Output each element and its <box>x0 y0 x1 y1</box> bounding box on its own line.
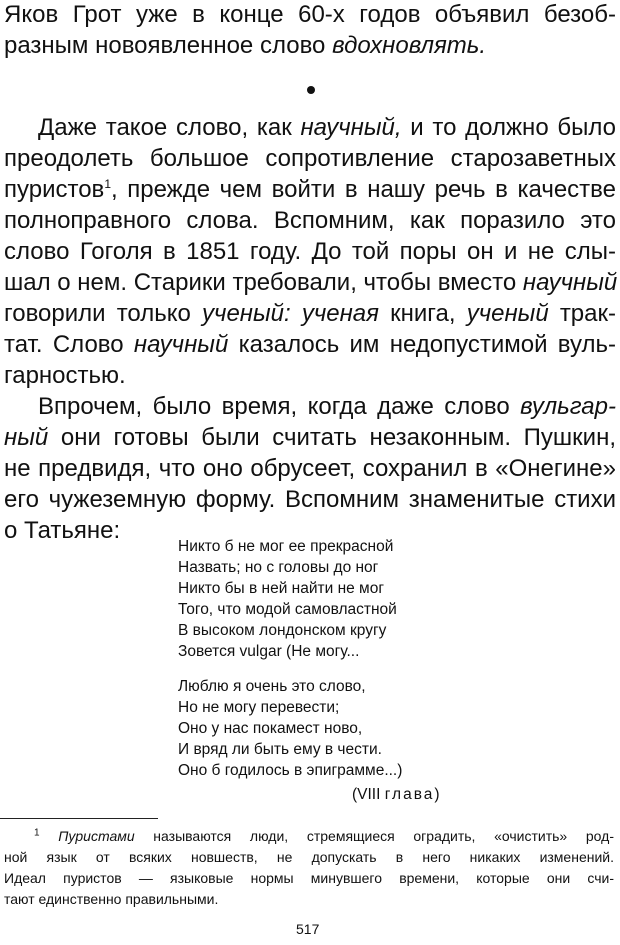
nauchny-line-5: слово Гоголя в 1851 году. До той поры он и не слы- <box>4 238 616 265</box>
intro-line-2: разным новоявленное слово вдохновлять. <box>4 32 487 59</box>
vulgar-line-1: Впрочем, было время, когда даже слово вульгар- <box>38 393 616 420</box>
nauchny-line-4: полноправного слова. Вспомним, как поразило это <box>4 207 616 234</box>
verse-line: Зовется vulgar (Не могу... <box>178 643 360 660</box>
footnote-line-4: тают единственно правильными. <box>4 891 219 907</box>
footnote-line-2: ной язык от всяких новшеств, не допускать в него никаких изменений. <box>4 849 614 865</box>
vulgar-line-2: ный они готовы были считать незаконным. Пушкин, <box>4 424 616 451</box>
intro-line-1: Яков Грот уже в конце 60-х годов объявил безоб- <box>4 1 616 28</box>
verse-line: Никто бы в ней найти не мог <box>178 580 384 597</box>
nauchny-line-3: пуристов$^1$, прежде чем войти в нашу речь в качестве <box>4 176 616 203</box>
footnote-divider <box>0 818 158 819</box>
nauchny-line-2: преодолеть большое сопротивление старозаветных <box>4 145 616 172</box>
page-number: 517 <box>296 921 320 937</box>
verse-line: Люблю я очень это слово, <box>178 678 366 695</box>
footnote-marker: 1 <box>34 827 40 839</box>
footnote-line-3: Идеал пуристов — языковые нормы минувшего времени, которые они счи- <box>4 870 614 886</box>
section-separator-bullet <box>307 86 315 94</box>
verse-line: Назвать; но с головы до ног <box>178 559 379 576</box>
nauchny-line-6: шал о нем. Старики требовали, чтобы вместо научный <box>4 269 618 296</box>
verse-line: Оно у нас покамест ново, <box>178 720 363 737</box>
italic-word: вдохновлять. <box>332 32 487 59</box>
vulgar-line-3: не предвидя, что оно обрусеет, сохранил в «Онегине» <box>4 455 616 482</box>
verse-source: (VIII глава) <box>352 786 440 803</box>
verse-line: Того, что модой самовластной <box>178 601 397 618</box>
vulgar-line-5: о Татьяне: <box>4 517 121 544</box>
nauchny-line-9: гарностью. <box>4 362 126 389</box>
verse-line: Оно б годилось в эпиграмме...) <box>178 762 403 779</box>
nauchny-line-8: тат. Слово научный казалось им недопустимой вуль- <box>4 331 616 358</box>
nauchny-line-7: говорили только ученый: ученая книга, ученый трак- <box>4 300 616 327</box>
footnote-line-1: $^1$ Пуристами называются люди, стремящиеся оградить, «очистить» род- <box>34 827 614 844</box>
verse-line: Никто б не мог ее прекрасной <box>178 538 394 555</box>
nauchny-line-1: Даже такое слово, как научный, и то должно было <box>38 114 617 141</box>
footnote-reference: 1 <box>104 177 111 191</box>
verse-line: Но не могу перевести; <box>178 699 340 716</box>
vulgar-line-4: его чужеземную форму. Вспомним знаменитые стихи <box>4 486 616 513</box>
verse-line: В высоком лондонском кругу <box>178 622 387 639</box>
verse-line: И вряд ли быть ему в чести. <box>178 741 382 758</box>
